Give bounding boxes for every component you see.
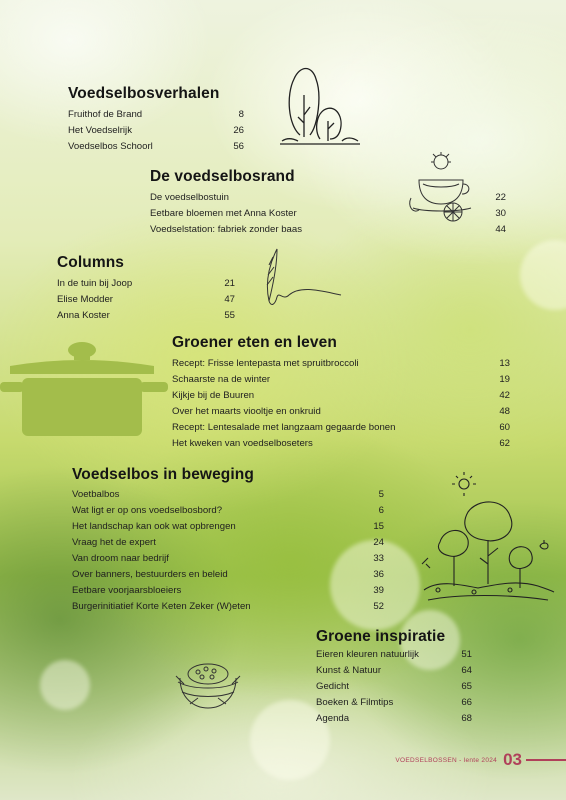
entry-page: 36 xyxy=(373,569,384,580)
feather-pen-illustration xyxy=(255,245,345,315)
toc-entry[interactable] xyxy=(72,583,384,599)
entry-label: Eetbare bloemen met Anna Koster xyxy=(150,208,297,219)
entry-label: Voedselbos Schoorl xyxy=(68,141,153,152)
footer-rule xyxy=(526,759,566,761)
toc-entry[interactable] xyxy=(68,107,244,123)
entry-label: Het kweken van voedselboseters xyxy=(172,438,313,449)
toc-entry[interactable] xyxy=(172,356,510,372)
toc-entry[interactable] xyxy=(316,695,472,711)
section-title: Groener eten en leven xyxy=(172,334,337,351)
entry-label: Over het maarts viooltje en onkruid xyxy=(172,406,321,417)
toc-section-voedselbosverhalen xyxy=(68,85,244,155)
entry-label: Anna Koster xyxy=(57,310,110,321)
entry-page: 62 xyxy=(499,438,510,449)
page-number: 03 xyxy=(503,750,522,769)
toc-entry[interactable] xyxy=(72,567,384,583)
toc-entry[interactable] xyxy=(72,503,384,519)
entry-page: 39 xyxy=(373,585,384,596)
toc-section-voedselbos-in-beweging xyxy=(72,466,384,615)
section-title: Groene inspiratie xyxy=(316,628,446,645)
entry-label: Elise Modder xyxy=(57,294,113,305)
toc-entry[interactable] xyxy=(72,535,384,551)
bokeh-light xyxy=(520,240,566,310)
entry-page: 15 xyxy=(373,521,384,532)
entry-label: In de tuin bij Joop xyxy=(57,278,133,289)
toc-entry[interactable] xyxy=(57,276,235,292)
entry-page: 60 xyxy=(499,422,510,433)
entry-page: 5 xyxy=(378,489,384,500)
toc-entry[interactable] xyxy=(57,308,235,324)
entry-label: Voetbalbos xyxy=(72,489,120,500)
entry-page: 56 xyxy=(233,141,244,152)
entry-label: Recept: Lentesalade met langzaam gegaarde bonen xyxy=(172,422,396,433)
entry-label: Wat ligt er op ons voedselbosbord? xyxy=(72,505,223,516)
tea-cup-illustration xyxy=(405,150,485,230)
toc-entry[interactable] xyxy=(72,519,384,535)
toc-entry[interactable] xyxy=(72,599,384,615)
cooking-pot-illustration xyxy=(0,336,172,440)
entry-page: 47 xyxy=(224,294,235,305)
entry-page: 51 xyxy=(461,649,472,660)
entry-label: Het Voedselrijk xyxy=(68,125,132,136)
magazine-issue-label: VOEDSELBOSSEN - lente 2024 xyxy=(395,756,498,764)
toc-entry[interactable] xyxy=(316,679,472,695)
toc-section-groener-eten xyxy=(172,334,510,452)
toc-entry[interactable] xyxy=(316,663,472,679)
nest-illustration xyxy=(172,654,244,714)
entry-label: Gedicht xyxy=(316,681,350,692)
page-footer xyxy=(395,750,566,770)
bokeh-light xyxy=(40,660,90,710)
toc-entry[interactable] xyxy=(72,551,384,567)
entry-label: Eetbare voorjaarsbloeiers xyxy=(72,585,182,596)
toc-entry[interactable] xyxy=(172,388,510,404)
toc-entry[interactable] xyxy=(316,711,472,727)
entry-page: 30 xyxy=(495,208,506,219)
entry-page: 24 xyxy=(373,537,384,548)
entry-label: Boeken & Filmtips xyxy=(316,697,394,708)
entry-label: Voedselstation: fabriek zonder baas xyxy=(150,224,303,235)
toc-entry[interactable] xyxy=(172,420,510,436)
entry-page: 66 xyxy=(461,697,472,708)
food-forest-illustration xyxy=(418,472,558,612)
entry-page: 21 xyxy=(224,278,235,289)
toc-entry[interactable] xyxy=(68,139,244,155)
entry-label: Recept: Frisse lentepasta met spruitbroccoli xyxy=(172,358,359,369)
entry-page: 19 xyxy=(499,374,510,385)
entry-page: 48 xyxy=(499,406,510,417)
entry-label: Kijkje bij de Buuren xyxy=(172,390,255,401)
toc-entry[interactable] xyxy=(172,404,510,420)
entry-label: De voedselbostuin xyxy=(150,192,229,203)
entry-page: 13 xyxy=(499,358,510,369)
toc-section-columns xyxy=(57,254,235,324)
entry-page: 55 xyxy=(224,310,235,321)
toc-entry[interactable] xyxy=(57,292,235,308)
toc-entry[interactable] xyxy=(72,487,384,503)
toc-entry[interactable] xyxy=(68,123,244,139)
entry-label: Agenda xyxy=(316,713,350,724)
entry-page: 26 xyxy=(233,125,244,136)
entry-page: 22 xyxy=(495,192,506,203)
entry-label: Eieren kleuren natuurlijk xyxy=(316,649,419,660)
entry-label: Burgerinitiatief Korte Keten Zeker (W)eten xyxy=(72,601,251,612)
entry-page: 44 xyxy=(495,224,506,235)
section-title: Voedselbos in beweging xyxy=(72,466,254,483)
entry-page: 64 xyxy=(461,665,472,676)
section-title: De voedselbosrand xyxy=(150,168,295,185)
entry-label: Schaarste na de winter xyxy=(172,374,271,385)
entry-page: 68 xyxy=(461,713,472,724)
entry-page: 42 xyxy=(499,390,510,401)
entry-page: 6 xyxy=(378,505,384,516)
entry-page: 33 xyxy=(373,553,384,564)
entry-page: 52 xyxy=(373,601,384,612)
entry-page: 65 xyxy=(461,681,472,692)
trees-illustration xyxy=(280,55,360,150)
toc-section-groene-inspiratie xyxy=(316,628,472,727)
entry-label: Kunst & Natuur xyxy=(316,665,382,676)
entry-label: Van droom naar bedrijf xyxy=(72,553,169,564)
entry-label: Fruithof de Brand xyxy=(68,109,143,120)
toc-entry[interactable] xyxy=(316,647,472,663)
toc-entry[interactable] xyxy=(172,372,510,388)
entry-label: Het landschap kan ook wat opbrengen xyxy=(72,521,236,532)
toc-entry[interactable] xyxy=(172,436,510,452)
section-title: Columns xyxy=(57,254,125,271)
entry-page: 8 xyxy=(238,109,244,120)
section-title: Voedselbosverhalen xyxy=(68,85,220,102)
entry-label: Vraag het de expert xyxy=(72,537,156,548)
entry-label: Over banners, bestuurders en beleid xyxy=(72,569,228,580)
